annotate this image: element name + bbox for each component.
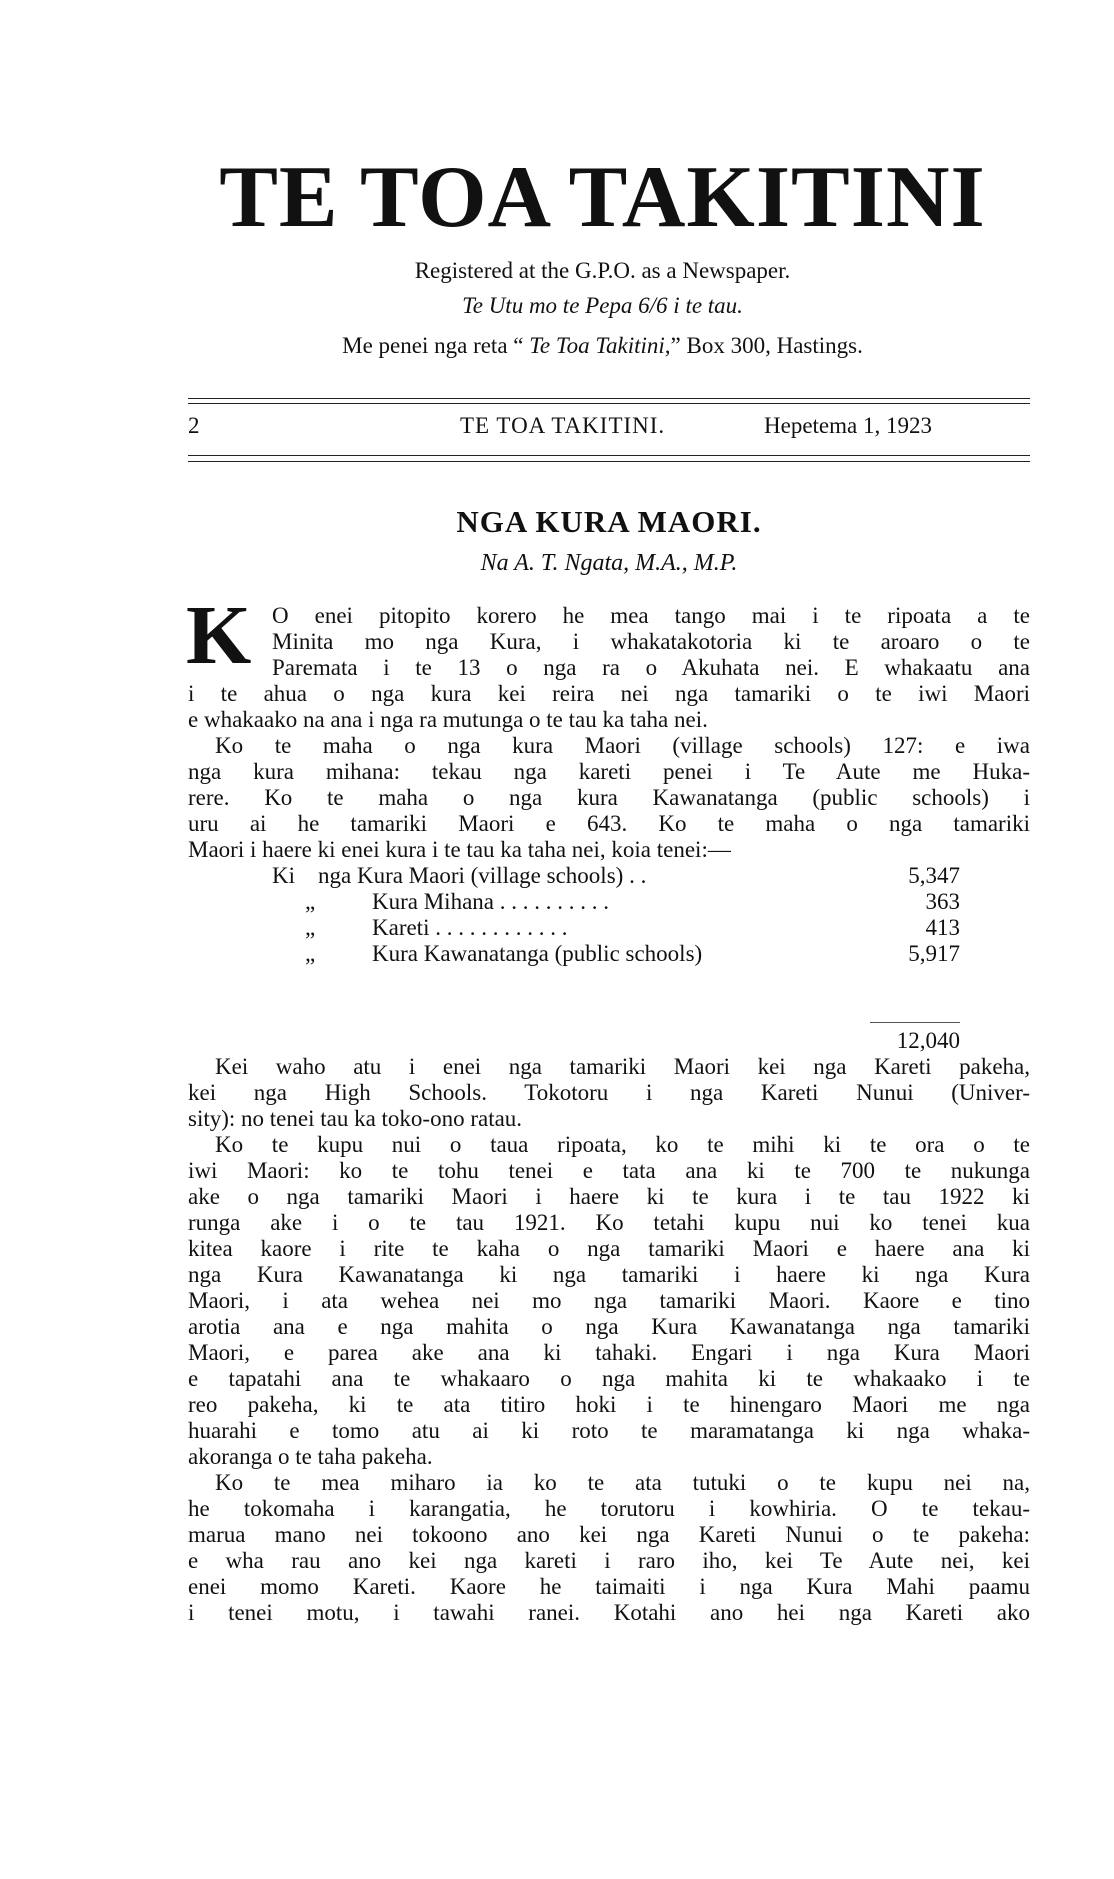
row-prefix: Ki	[272, 863, 295, 888]
body-line: Ko te kupu nui o taua ripoata, ko te mihi ki te ora o te	[215, 1132, 1030, 1157]
article-title: NGA KURA MAORI.	[456, 504, 762, 539]
row-label-text: nga Kura Maori (village schools)	[318, 863, 624, 888]
drop-cap: K	[186, 589, 252, 682]
price-line: Te Utu mo te Pepa 6/6 i te tau.	[462, 293, 743, 318]
address-pre: Me penei nga reta “	[342, 333, 530, 358]
page-number: 2	[188, 413, 200, 438]
body-line: uru ai he tamariki Maori e 643. Ko te maha o nga tamariki	[188, 811, 1030, 836]
article-byline: Na A. T. Ngata, M.A., M.P.	[480, 550, 738, 576]
body-line: i te ahua o nga kura kei reira nei nga tamariki o te iwi Maori	[188, 681, 1030, 706]
body-line: Maori i haere ki enei kura i te tau ka taha nei, koia tenei:—	[188, 837, 731, 862]
body-line: iwi Maori: ko te tohu tenei e tata ana ki te 700 te nukunga	[188, 1158, 1030, 1183]
body-line: kei nga High Schools. Tokotoru i nga Kareti Nunui (Univer-	[188, 1080, 1030, 1105]
row-value: 5,917	[908, 941, 960, 966]
body-line: akoranga o te taha pakeha.	[188, 1444, 433, 1469]
body-line: Ko te maha o nga kura Maori (village schools) 127: e iwa	[215, 733, 1030, 758]
masthead-title: TE TOA TAKITINI	[219, 149, 986, 246]
address-paper-name: Te Toa Takitini,	[529, 333, 671, 358]
body-line: reo pakeha, ki te ata titiro hoki i te hinengaro Maori me nga	[188, 1392, 1030, 1417]
body-line: e whakaako na ana i nga ra mutunga o te tau ka taha nei.	[188, 707, 708, 732]
body-line: marua mano nei tokoono ano kei nga Kareti Nunui o te pakeha:	[188, 1522, 1030, 1547]
body-line: Paremata i te 13 o nga ra o Akuhata nei. E whakaatu ana	[272, 655, 1030, 680]
row-label	[372, 888, 609, 915]
header-rule-bottom-2	[188, 461, 1030, 462]
row-leader: . . . . . . . . . .	[494, 889, 609, 914]
body-line: Ko te mea miharo ia ko te ata tutuki o te kupu nei na,	[215, 1470, 1030, 1495]
issue-date: Hepetema 1, 1923	[764, 413, 932, 438]
total-rule	[870, 1022, 960, 1023]
row-leader: . .	[623, 863, 647, 888]
body-line: Kei waho atu i enei nga tamariki Maori kei nga Kareti pakeha,	[215, 1054, 1030, 1079]
body-line: O enei pitopito korero he mea tango mai i te ripoata a te	[272, 603, 1030, 628]
body-line: ake o nga tamariki Maori i haere ki te kura i te tau 1922 ki	[188, 1184, 1030, 1209]
body-line: i tenei motu, i tawahi ranei. Kotahi ano hei nga Kareti ako	[188, 1600, 1030, 1625]
body-line: he tokomaha i karangatia, he torutoru i kowhiria. O te tekau-	[188, 1496, 1030, 1521]
header-rule-bottom	[188, 455, 1030, 456]
address-line	[185, 333, 1020, 359]
body-line: arotia ana e nga mahita o nga Kura Kawanatanga nga tamariki	[188, 1314, 1030, 1339]
running-title: TE TOA TAKITINI.	[460, 413, 666, 438]
body-line: Minita mo nga Kura, i whakatakotoria ki te aroaro o te	[272, 629, 1030, 654]
body-line: nga Kura Kawanatanga ki nga tamariki i haere ki nga Kura	[188, 1262, 1030, 1287]
row-value: 5,347	[908, 863, 960, 888]
row-leader: . . . . . . . . . . . .	[429, 915, 568, 940]
row-label	[372, 914, 567, 941]
row-value: 363	[925, 889, 960, 914]
address-post: ” Box 300, Hastings.	[670, 333, 863, 358]
body-line: e tapatahi ana te whakaaro o nga mahita ki te whakaako i te	[188, 1366, 1030, 1391]
body-line: Maori, i ata wehea nei mo nga tamariki Maori. Kaore e tino	[188, 1288, 1030, 1313]
body-line: huarahi e tomo atu ai ki roto te maramatanga ki nga whaka-	[188, 1418, 1030, 1443]
row-value: 413	[925, 915, 960, 940]
body-line: sity): no tenei tau ka toko-ono ratau.	[188, 1106, 523, 1131]
body-line: runga ake i o te tau 1921. Ko tetahi kupu nui ko tenei kua	[188, 1210, 1030, 1235]
row-label-text: Kura Mihana	[372, 889, 494, 914]
row-prefix: „	[305, 889, 316, 914]
row-label	[318, 862, 646, 889]
body-line: enei momo Kareti. Kaore he taimaiti i nga Kura Mahi paamu	[188, 1574, 1030, 1599]
body-line: rere. Ko te maha o nga kura Kawanatanga (public schools) i	[188, 785, 1030, 810]
table-total: 12,040	[896, 1028, 960, 1053]
body-line: nga kura mihana: tekau nga kareti penei i Te Aute me Huka-	[188, 759, 1030, 784]
header-rule-top-2	[188, 403, 1030, 404]
row-prefix: „	[305, 915, 316, 940]
row-label	[372, 940, 702, 967]
body-line: e wha rau ano kei nga kareti i raro iho, kei Te Aute nei, kei	[188, 1548, 1030, 1573]
body-line: Maori, e parea ake ana ki tahaki. Engari i nga Kura Maori	[188, 1340, 1030, 1365]
row-prefix: „	[305, 941, 316, 966]
registration-line: Registered at the G.P.O. as a Newspaper.	[414, 258, 791, 283]
row-label-text: Kareti	[372, 915, 430, 940]
body-line: kitea kaore i rite te kaha o nga tamariki Maori e haere ana ki	[188, 1236, 1030, 1261]
row-label-text: Kura Kawanatanga (public schools)	[372, 941, 703, 966]
header-rule-top	[188, 398, 1030, 399]
